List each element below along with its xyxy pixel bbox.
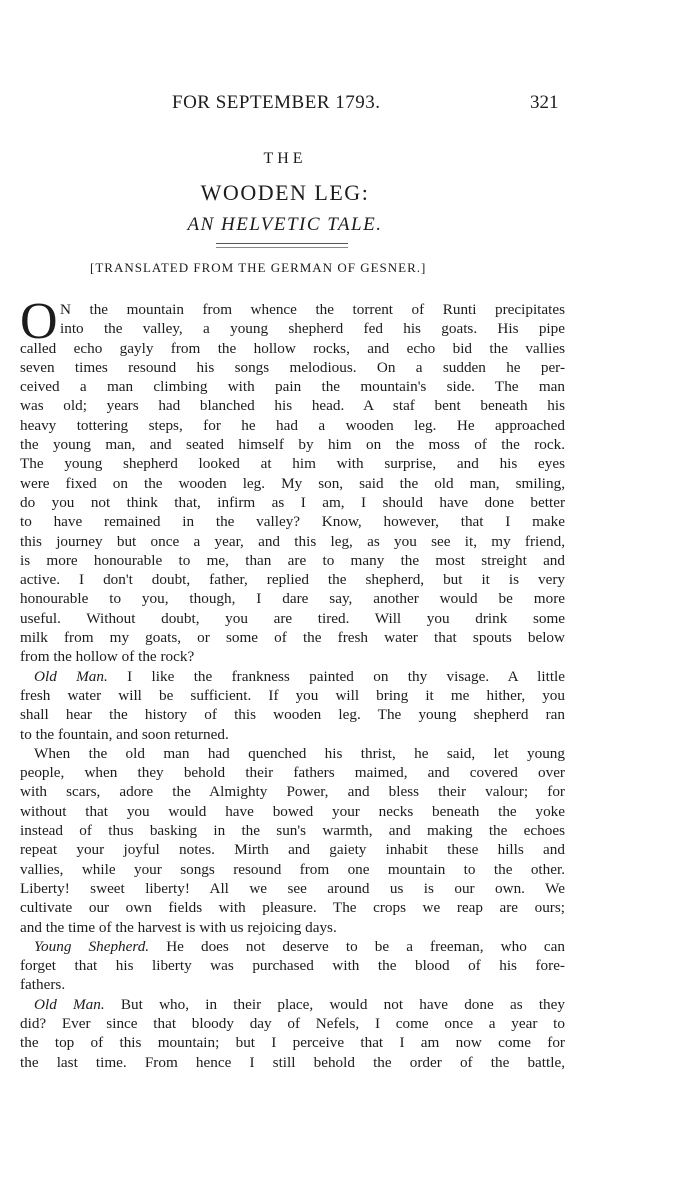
text-line: the last time. From hence I still behold the order of the battle,: [20, 1053, 565, 1071]
text-line: instead of thus basking in the sun's warmth, and making the echoes: [20, 822, 565, 840]
text-line: without that you would have bowed your necks beneath the yoke: [20, 802, 565, 820]
text-line: this journey but once a year, and this leg, as you see it, my friend,: [20, 532, 565, 550]
text-line: useful. Without doubt, you are tired. Will you drink some: [20, 609, 565, 627]
text-line: honourable to you, though, I dare say, another would be more: [20, 590, 565, 608]
speaker-label: Old Man.: [34, 995, 105, 1013]
text-line: with scars, adore the Almighty Power, and bless their valour; for: [20, 783, 565, 801]
text-line: the top of this mountain; but I perceive that I am now come for: [20, 1034, 565, 1052]
text-line: was old; years had blanched his head. A staf bent beneath his: [20, 397, 565, 415]
text-line: [20, 667, 565, 686]
text-line: is more honourable to me, than are to many the most streight and: [20, 551, 565, 569]
text-line: ceived a man climbing with pain the mountain's side. The man: [20, 378, 565, 396]
text-line: Liberty! sweet liberty! All we see around us is our own. We: [20, 879, 565, 897]
story-subtitle: AN HELVETIC TALE.: [187, 214, 383, 235]
text-line: to the fountain, and soon returned.: [20, 725, 229, 743]
text-line: vallies, while your songs resound from one mountain to the other.: [20, 860, 565, 878]
translation-note: [TRANSLATED FROM THE GERMAN OF GESNER.]: [90, 260, 427, 275]
drop-cap: O: [20, 293, 58, 350]
page-number: 321: [530, 92, 559, 113]
text-line: into the valley, a young shepherd fed his goats. His pipe: [60, 320, 565, 338]
text-line: The young shepherd looked at him with surprise, and his eyes: [20, 455, 565, 473]
text-line: seven times resound his songs melodious. On a sudden he per-: [20, 358, 565, 376]
text-line: people, when they behold their fathers maimed, and covered over: [20, 764, 565, 782]
text-line: repeat your joyful notes. Mirth and gaiety inhabit these hills and: [20, 841, 565, 859]
speaker-label: Old Man.: [34, 667, 108, 685]
speech-text: I like the frankness painted on thy visage. A little: [107, 667, 565, 685]
story-body: [20, 293, 565, 1072]
speaker-label: Young Shepherd.: [34, 937, 150, 955]
text-line: fresh water will be sufficient. If you will bring it me hither, you: [20, 686, 565, 704]
title-the: THE: [263, 150, 307, 167]
text-line: do you not think that, infirm as I am, I should have done better: [20, 493, 565, 511]
text-line: were fixed on the wooden leg. My son, said the old man, smiling,: [20, 474, 565, 492]
text-line: to have remained in the valley? Know, however, that I make: [20, 513, 565, 531]
speech-text: But who, in their place, would not have done as they: [104, 995, 565, 1013]
running-head: FOR SEPTEMBER 1793.: [172, 92, 381, 113]
text-line: active. I don't doubt, father, replied the shepherd, but it is very: [20, 571, 565, 589]
text-line: milk from my goats, or some of the fresh water that spouts below: [20, 629, 565, 647]
story-title: WOODEN LEG:: [200, 180, 370, 205]
text-line: forget that his liberty was purchased with the blood of his fore-: [20, 957, 565, 975]
text-line: and the time of the harvest is with us rejoicing days.: [20, 918, 337, 936]
ornament-rule: [216, 243, 348, 248]
text-line: did? Ever since that bloody day of Nefels, I come once a year to: [20, 1014, 565, 1032]
text-line: shall hear the history of this wooden leg. The young shepherd ran: [20, 706, 565, 724]
text-line: When the old man had quenched his thrist, he said, let young: [34, 744, 565, 762]
text-line: the young man, and seated himself by him on the moss of the rock.: [20, 436, 565, 454]
text-line: N the mountain from whence the torrent of Runti precipitates: [60, 301, 565, 318]
text-line: cultivate our own fields with pleasure. The crops we reap are ours;: [20, 899, 565, 917]
text-line: heavy tottering steps, for he had a wooden leg. He approached: [20, 416, 565, 434]
text-line: [20, 995, 565, 1014]
text-line: from the hollow of the rock?: [20, 648, 195, 666]
speech-text: He does not deserve to be a freeman, who can: [149, 937, 565, 955]
text-line: [20, 937, 565, 956]
text-line: called echo gayly from the hollow rocks, and echo bid the vallies: [20, 339, 565, 357]
text-line: fathers.: [20, 976, 66, 994]
